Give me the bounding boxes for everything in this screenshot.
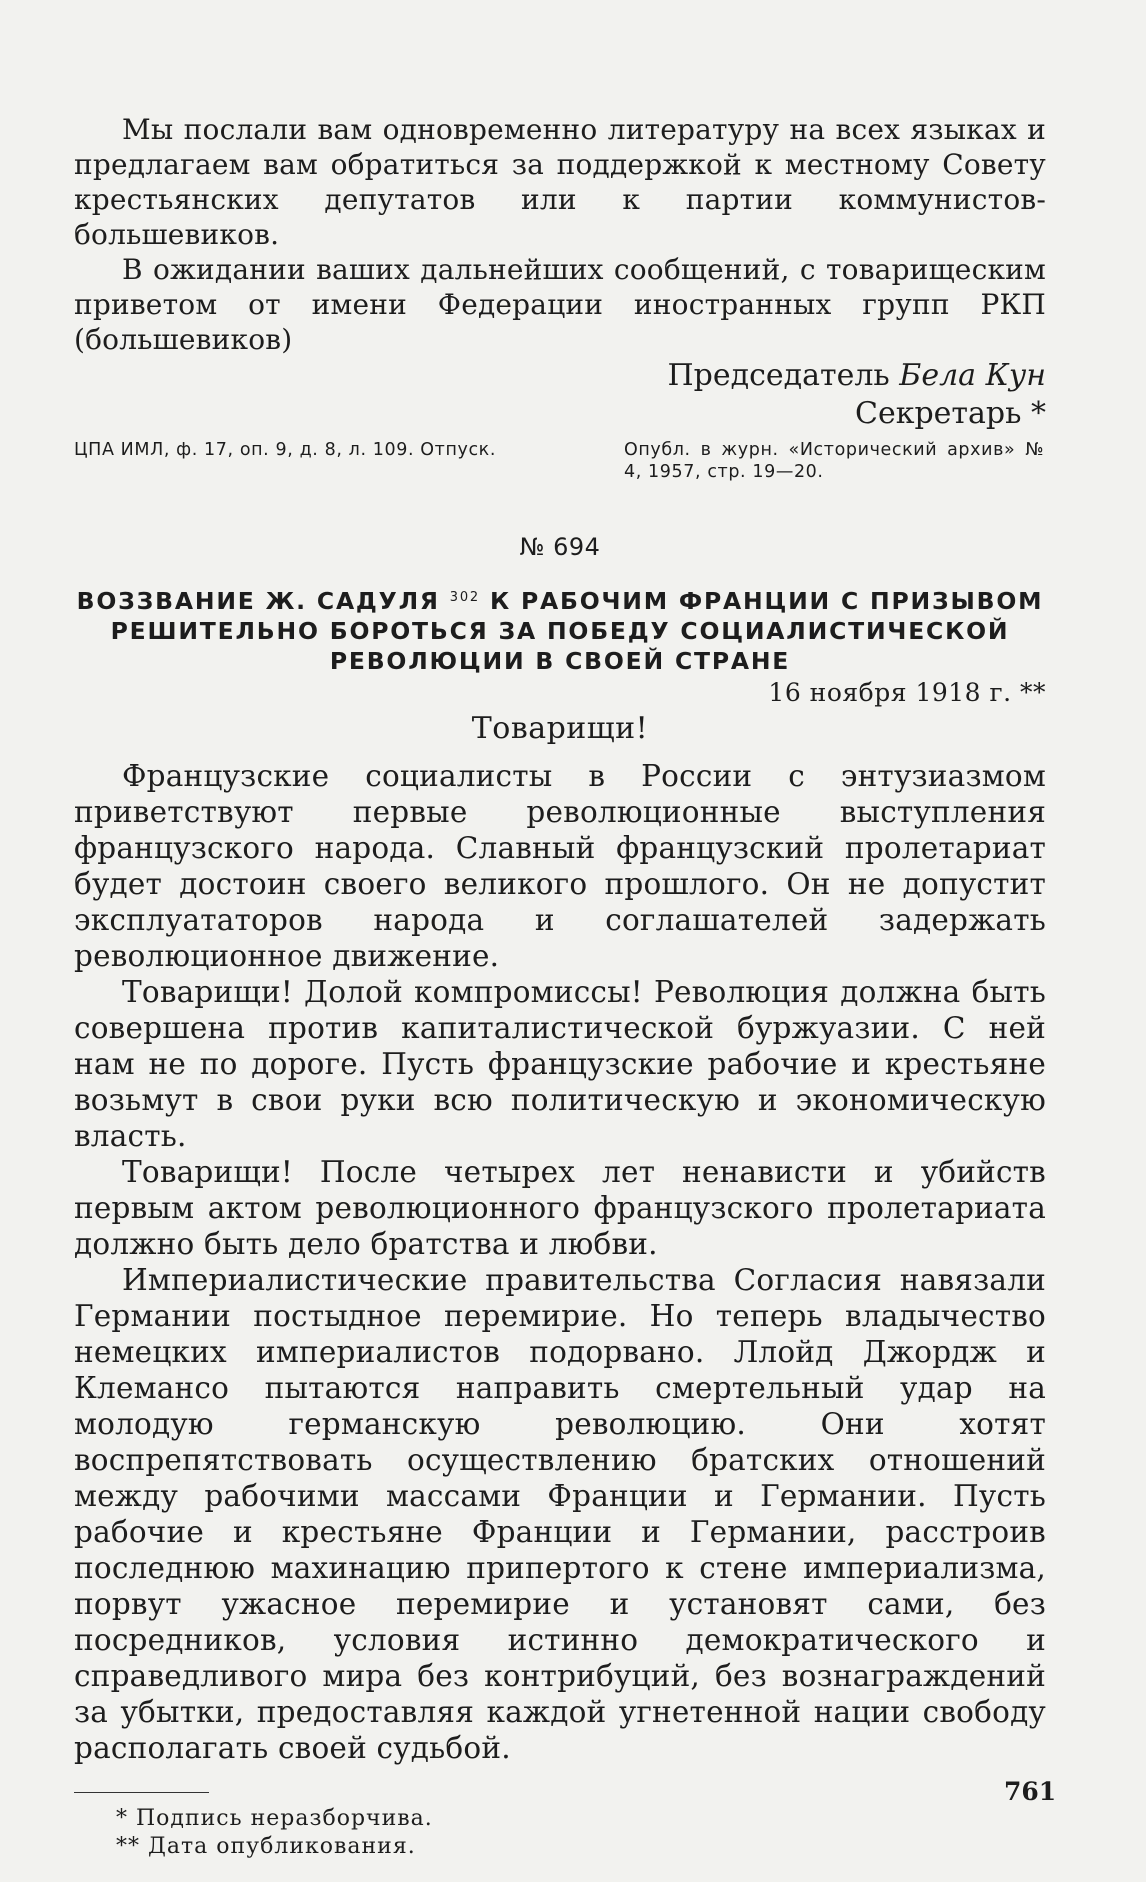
body-text: [74, 758, 1046, 1766]
archive-reference: ЦПА ИМЛ, ф. 17, оп. 9, д. 8, л. 109. Отпуск.: [74, 440, 497, 460]
chair-name: Бела Кун: [899, 358, 1046, 393]
body-paragraph-2: Товарищи! Долой компромиссы! Революция должна быть совершена против капиталистической буржуазии. С ней нам не по дороге. Пусть французские рабочие и крестьяне возьмут в свои руки всю политическую и экономическую власть.: [74, 975, 1046, 1153]
body-paragraph-1: Французские социалисты в России с энтузиазмом приветствуют первые революционные выступления французского народа. Славный французский пролетариат будет достоин своего великого прошлого. Он не допустит эксплуататоров народа и соглашателей задержать революционное движение.: [74, 759, 1046, 973]
signature-chair-line: [74, 357, 1046, 395]
footnote-divider: [74, 1792, 209, 1793]
body-paragraph-3: Товарищи! После четырех лет ненависти и убийств первым актом революционного французского пролетариата должно быть дело братства и любви.: [74, 1155, 1046, 1261]
footnote-1: * Подпись неразборчива.: [116, 1806, 433, 1831]
intro-paragraph-1: Мы послали вам одновременно литературу на всех языках и предлагаем вам обратиться за поддержкой к местному Совету крестьянских депутатов или к партии коммунистов-большевиков.: [74, 113, 1046, 251]
salutation: Товарищи!: [471, 711, 649, 746]
references: [74, 439, 1046, 499]
title-note-ref: 302: [449, 590, 480, 605]
document-number: № 694: [519, 533, 601, 561]
title-part-2: К РАБОЧИМ ФРАНЦИИ С ПРИЗЫВОМ РЕШИТЕЛЬНО БОРОТЬСЯ ЗА ПОБЕДУ СОЦИАЛИСТИЧЕСКОЙ РЕВОЛЮЦИИ В СВОЕЙ СТРАНЕ: [110, 587, 1044, 675]
intro-paragraph-2: В ожидании ваших дальнейших сообщений, с товарищеским приветом от имени Федерации иностранных групп РКП (большевиков): [74, 253, 1046, 356]
signature-block: [74, 357, 1046, 433]
page-number: 761: [1004, 1777, 1057, 1806]
document-title: [74, 583, 1046, 676]
text-column: [74, 112, 1046, 1861]
signature-secretary: Секретарь *: [855, 396, 1046, 431]
chair-label: Председатель: [667, 358, 890, 393]
title-part-1: ВОЗЗВАНИЕ Ж. САДУЛЯ: [76, 587, 440, 615]
document-date: 16 ноября 1918 г. **: [768, 678, 1046, 707]
body-paragraph-4: Империалистические правительства Согласия навязали Германии постыдное перемирие. Но теперь владычество немецких империалистов подорвано. Ллойд Джордж и Клемансо пытаются направить смертельный удар на молодую германскую революцию. Они хотят воспрепятствовать осуществлению братских отношений между рабочими массами Франции и Германии. Пусть рабочие и крестьяне Франции и Германии, расстроив последнюю махинацию припертого к стене империализма, порвут ужасное перемирие и установят сами, без посредников, условия истинно демократического и справедливого мира без контрибуций, без вознаграждений за убытки, предоставляя каждой угнетенной нации свободу располагать своей судьбой.: [74, 1263, 1046, 1765]
publication-reference: Опубл. в журн. «Исторический архив» № 4, 1957, стр. 19—20.: [624, 440, 1044, 482]
footnote-2: ** Дата опубликования.: [116, 1834, 416, 1859]
